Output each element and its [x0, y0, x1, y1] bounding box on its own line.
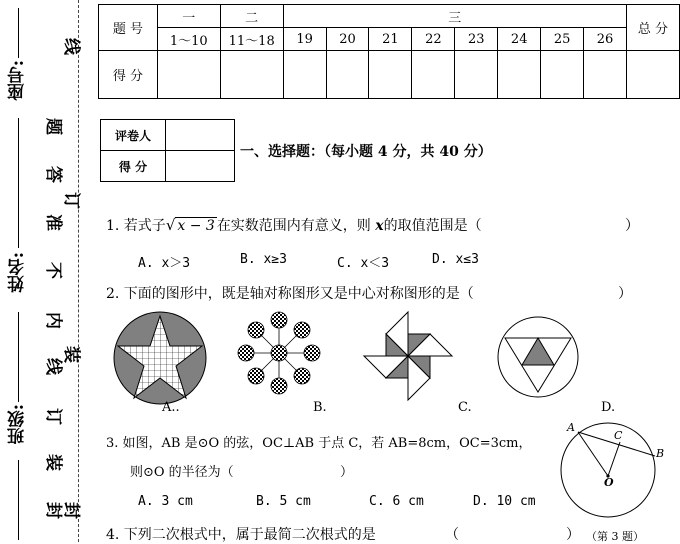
score-cell[interactable] — [498, 51, 541, 99]
figure-a-star-circle — [112, 310, 208, 406]
seal-char: 线 — [61, 38, 81, 55]
grader-table — [100, 119, 235, 182]
q-number-cell: 25 — [541, 28, 584, 51]
q1-option-c[interactable]: C. x＜3 — [337, 256, 390, 271]
score-cell[interactable] — [283, 51, 326, 99]
score-cell[interactable] — [220, 51, 283, 99]
seal-char: 订 — [43, 408, 63, 425]
seal-char: 线 — [43, 358, 63, 375]
class-line — [18, 460, 19, 540]
total-label: 总 分 — [627, 5, 680, 51]
sqrt-symbol: √ — [165, 216, 176, 234]
score-cell[interactable] — [369, 51, 412, 99]
seat-number-label: 座号: — [8, 60, 28, 101]
tihao-label: 题 号 — [99, 5, 158, 51]
q-number-cell: 26 — [584, 28, 627, 51]
q2-close-paren: ） — [618, 286, 632, 302]
q3-option-d[interactable]: D. 10 cm — [473, 494, 536, 509]
q3-close-paren: ） — [340, 465, 354, 480]
grader-score-label: 得 分 — [101, 151, 166, 182]
seal-char: 装 — [43, 454, 63, 471]
seal-char: 订 — [61, 192, 81, 209]
seal-char: 装 — [61, 346, 81, 363]
figure-d-label: D. — [601, 400, 616, 415]
seal-char: 内 — [43, 312, 63, 329]
q3-option-a[interactable]: A. 3 cm — [138, 494, 193, 509]
question-3-line2: 则⊙O 的半径为（ — [130, 465, 234, 480]
q3-option-c[interactable]: C. 6 cm — [369, 494, 424, 509]
score-cell[interactable] — [541, 51, 584, 99]
q1-option-d[interactable]: D. x≤3 — [432, 252, 479, 267]
score-cell[interactable] — [412, 51, 455, 99]
seat-number-line-2 — [18, 118, 19, 248]
q1-suffix: 的取值范围是（ — [383, 218, 482, 234]
section-1-header: 一 — [157, 5, 220, 28]
grader-score-cell[interactable] — [166, 151, 235, 182]
q3-point-o: O — [604, 476, 614, 489]
class-label: 班级: — [8, 404, 28, 445]
q3-figure-caption: （第 3 题） — [586, 530, 644, 543]
binding-line — [78, 0, 79, 542]
section-2-range: 11～18 — [220, 28, 283, 51]
q-number-cell: 22 — [412, 28, 455, 51]
defen-label: 得 分 — [99, 51, 158, 99]
q3-point-c: C — [614, 429, 623, 442]
seal-char: 不 — [43, 262, 63, 279]
figure-b-ring-of-circles — [236, 310, 322, 396]
q1-var: x — [375, 218, 384, 234]
q1-close-paren: ） — [625, 218, 639, 234]
seal-char: 准 — [43, 214, 63, 231]
seal-char: 题 — [43, 118, 63, 135]
section-2-header: 二 — [220, 5, 283, 28]
grader-input-cell[interactable] — [166, 120, 235, 151]
grader-label: 评卷人 — [101, 120, 166, 151]
q4-close-paren: ） — [566, 527, 580, 543]
figure-b-label: B. — [313, 400, 327, 415]
section-title: 一、选择题：（每小题 4 分，共 40 分） — [240, 144, 492, 160]
name-line — [18, 312, 19, 402]
figure-d-circle-triangles — [497, 316, 579, 398]
seal-char: 封 — [61, 502, 81, 519]
score-cell[interactable] — [627, 51, 680, 99]
q1-prefix: 1. 若式子 — [106, 218, 166, 234]
question-2: 2. 下面的图形中，既是轴对称图形又是中心对称图形的是（ — [106, 286, 474, 302]
q4-open-paren: （ — [445, 527, 459, 543]
figure-a-label: A.. — [162, 400, 180, 415]
q-number-cell: 24 — [498, 28, 541, 51]
question-3-line1: 3. 如图，AB 是⊙O 的弦，OC⊥AB 于点 C，若 AB=8cm，OC=3cm， — [106, 436, 532, 451]
q-number-cell: 20 — [326, 28, 369, 51]
q3-point-a: A — [567, 421, 575, 434]
score-cell[interactable] — [584, 51, 627, 99]
score-table — [98, 4, 680, 99]
q1-option-a[interactable]: A. x＞3 — [138, 256, 191, 271]
section-1-range: 1～10 — [157, 28, 220, 51]
question-4: 4. 下列二次根式中，属于最简二次根式的是 — [106, 527, 376, 543]
figure-c-label: C. — [458, 400, 472, 415]
question-1 — [106, 215, 482, 235]
seat-number-line — [18, 8, 19, 58]
q1-option-b[interactable]: B. x≥3 — [240, 252, 287, 267]
seal-char: 封 — [43, 502, 63, 519]
seal-char: 答 — [43, 166, 63, 183]
section-3-header: 三 — [283, 5, 626, 28]
figure-c-pinwheel — [360, 308, 456, 404]
score-cell[interactable] — [157, 51, 220, 99]
q1-middle: 在实数范围内有意义，则 — [216, 218, 371, 234]
q3-option-b[interactable]: B. 5 cm — [256, 494, 311, 509]
q-number-cell: 19 — [283, 28, 326, 51]
score-cell[interactable] — [455, 51, 498, 99]
q-number-cell: 21 — [369, 28, 412, 51]
q3-point-b: B — [656, 447, 665, 460]
q1-radicand: x − 3 — [177, 218, 215, 234]
score-cell[interactable] — [326, 51, 369, 99]
name-label: 姓名: — [8, 252, 28, 293]
q-number-cell: 23 — [455, 28, 498, 51]
